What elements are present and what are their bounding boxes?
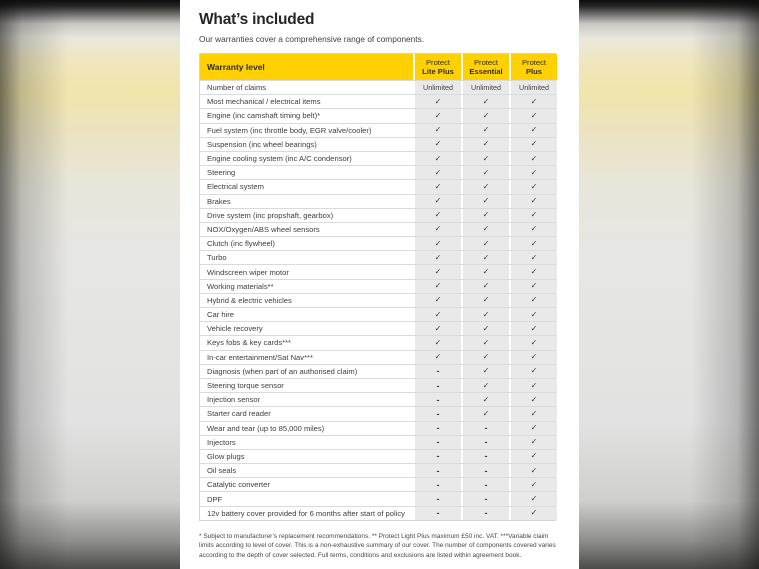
check-icon: ✓ bbox=[530, 437, 538, 447]
not-included-dash: - bbox=[436, 366, 440, 377]
row-label: Drive system (inc propshaft, gearbox) bbox=[207, 210, 334, 220]
cell-protect-plus bbox=[511, 223, 557, 236]
check-icon: ✓ bbox=[530, 210, 538, 220]
check-icon: ✓ bbox=[530, 323, 538, 333]
check-icon: ✓ bbox=[482, 295, 490, 305]
check-icon: ✓ bbox=[434, 139, 442, 149]
cell-protect-lite-plus bbox=[415, 322, 461, 335]
cell-protect-lite-plus bbox=[415, 436, 461, 449]
check-icon: ✓ bbox=[482, 281, 490, 291]
cell-protect-plus bbox=[511, 351, 557, 364]
cell-protect-lite-plus bbox=[415, 478, 461, 491]
cell-protect-plus bbox=[511, 379, 557, 392]
table-row bbox=[200, 350, 555, 364]
row-label: NOX/Oxygen/ABS wheel sensors bbox=[207, 224, 320, 234]
check-icon: ✓ bbox=[434, 181, 442, 191]
cell-protect-lite-plus bbox=[415, 336, 461, 349]
cell-protect-essential bbox=[463, 180, 509, 193]
not-included-dash: - bbox=[484, 479, 488, 490]
cell-protect-lite-plus bbox=[415, 422, 461, 435]
check-icon: ✓ bbox=[482, 252, 490, 262]
check-icon: ✓ bbox=[530, 508, 538, 518]
cell-protect-plus bbox=[511, 195, 557, 208]
check-icon: ✓ bbox=[434, 153, 442, 163]
not-included-dash: - bbox=[436, 437, 440, 448]
check-icon: ✓ bbox=[530, 380, 538, 390]
row-label: Brakes bbox=[207, 196, 231, 206]
table-row bbox=[200, 80, 555, 94]
check-icon: ✓ bbox=[482, 125, 490, 135]
cell-protect-essential bbox=[463, 166, 509, 179]
table-row bbox=[200, 123, 555, 137]
cell-protect-essential bbox=[463, 492, 509, 505]
check-icon: ✓ bbox=[482, 210, 490, 220]
row-label: Steering bbox=[207, 168, 236, 178]
table-row bbox=[200, 264, 555, 278]
cell-protect-plus bbox=[511, 507, 557, 520]
cell-protect-plus bbox=[511, 407, 557, 420]
table-row bbox=[200, 222, 555, 236]
cell-protect-essential bbox=[463, 436, 509, 449]
check-icon: ✓ bbox=[482, 352, 490, 362]
cell-protect-lite-plus bbox=[415, 180, 461, 193]
row-label: Injection sensor bbox=[207, 395, 261, 405]
cell-protect-lite-plus bbox=[415, 265, 461, 278]
cell-protect-plus bbox=[511, 393, 557, 406]
row-label: 12v battery cover provided for 6 months after start of policy bbox=[207, 508, 405, 518]
check-icon: ✓ bbox=[530, 394, 538, 404]
not-included-dash: - bbox=[436, 494, 440, 505]
cell-protect-plus bbox=[511, 166, 557, 179]
row-label: Diagnosis (when part of an authorised claim) bbox=[207, 366, 358, 376]
table-row bbox=[200, 421, 555, 435]
row-label: Engine cooling system (inc A/C condensor) bbox=[207, 154, 352, 164]
row-label: Injectors bbox=[207, 437, 236, 447]
row-label: Car hire bbox=[207, 310, 235, 320]
table-row bbox=[200, 463, 555, 477]
check-icon: ✓ bbox=[530, 295, 538, 305]
table-header-row bbox=[200, 54, 555, 80]
check-icon: ✓ bbox=[434, 238, 442, 248]
check-icon: ✓ bbox=[434, 352, 442, 362]
row-label: DPF bbox=[207, 494, 223, 504]
table-row bbox=[200, 506, 555, 520]
check-icon: ✓ bbox=[434, 96, 442, 106]
check-icon: ✓ bbox=[530, 451, 538, 461]
cell-protect-plus bbox=[511, 138, 557, 151]
table-row bbox=[200, 208, 555, 222]
check-icon: ✓ bbox=[482, 153, 490, 163]
check-icon: ✓ bbox=[434, 196, 442, 206]
cell-protect-lite-plus bbox=[415, 124, 461, 137]
cell-protect-lite-plus bbox=[415, 237, 461, 250]
cell-protect-lite-plus bbox=[415, 166, 461, 179]
cell-protect-plus bbox=[511, 422, 557, 435]
not-included-dash: - bbox=[436, 465, 440, 476]
cell-protect-lite-plus bbox=[415, 308, 461, 321]
cell-protect-lite-plus bbox=[415, 95, 461, 108]
table-row bbox=[200, 293, 555, 307]
row-label: Most mechanical / electrical items bbox=[207, 97, 321, 107]
cell-protect-essential bbox=[463, 507, 509, 520]
cell-text: Unlimited bbox=[471, 83, 501, 93]
check-icon: ✓ bbox=[530, 309, 538, 319]
check-icon: ✓ bbox=[530, 494, 538, 504]
check-icon: ✓ bbox=[530, 479, 538, 489]
cell-protect-plus bbox=[511, 109, 557, 122]
cell-protect-essential bbox=[463, 81, 509, 94]
row-label: Number of claims bbox=[207, 83, 267, 93]
table-row bbox=[200, 392, 555, 406]
check-icon: ✓ bbox=[434, 281, 442, 291]
cell-protect-lite-plus bbox=[415, 81, 461, 94]
table-row bbox=[200, 491, 555, 505]
check-icon: ✓ bbox=[530, 125, 538, 135]
table-row bbox=[200, 449, 555, 463]
row-label: Hybrid & electric vehicles bbox=[207, 295, 292, 305]
check-icon: ✓ bbox=[530, 352, 538, 362]
check-icon: ✓ bbox=[482, 224, 490, 234]
check-icon: ✓ bbox=[482, 96, 490, 106]
cell-protect-lite-plus bbox=[415, 492, 461, 505]
row-label: In-car entertainment/Sat Nav*** bbox=[207, 352, 313, 362]
cell-protect-plus bbox=[511, 450, 557, 463]
check-icon: ✓ bbox=[530, 181, 538, 191]
not-included-dash: - bbox=[484, 451, 488, 462]
check-icon: ✓ bbox=[434, 252, 442, 262]
table-row bbox=[200, 236, 555, 250]
not-included-dash: - bbox=[436, 408, 440, 419]
check-icon: ✓ bbox=[482, 167, 490, 177]
column-header-tier: Lite Plus bbox=[422, 67, 454, 76]
table-row bbox=[200, 335, 555, 349]
cell-protect-lite-plus bbox=[415, 407, 461, 420]
check-icon: ✓ bbox=[530, 139, 538, 149]
check-icon: ✓ bbox=[482, 366, 490, 376]
blurred-backdrop-left bbox=[0, 0, 180, 569]
row-label: Fuel system (inc throttle body, EGR valve/cooler) bbox=[207, 125, 372, 135]
cell-protect-plus bbox=[511, 237, 557, 250]
cell-protect-essential bbox=[463, 265, 509, 278]
check-icon: ✓ bbox=[530, 366, 538, 376]
check-icon: ✓ bbox=[434, 323, 442, 333]
table-row bbox=[200, 94, 555, 108]
cell-protect-plus bbox=[511, 478, 557, 491]
table-row bbox=[200, 435, 555, 449]
cell-protect-lite-plus bbox=[415, 109, 461, 122]
check-icon: ✓ bbox=[434, 210, 442, 220]
not-included-dash: - bbox=[436, 423, 440, 434]
check-icon: ✓ bbox=[482, 267, 490, 277]
check-icon: ✓ bbox=[482, 337, 490, 347]
page-subtitle: Our warranties cover a comprehensive range of components. bbox=[199, 34, 425, 44]
row-label: Glow plugs bbox=[207, 451, 245, 461]
table-row bbox=[200, 137, 555, 151]
check-icon: ✓ bbox=[434, 224, 442, 234]
cell-protect-essential bbox=[463, 251, 509, 264]
cell-protect-essential bbox=[463, 308, 509, 321]
not-included-dash: - bbox=[484, 494, 488, 505]
table-row bbox=[200, 477, 555, 491]
check-icon: ✓ bbox=[482, 181, 490, 191]
cell-protect-plus bbox=[511, 124, 557, 137]
footnote: * Subject to manufacturer’s replacement recommendations. ** Protect Light Plus maximum £50 inc. VAT. ***Variable claim limits according to level of cover. This is a non-exhaustive summary of our cover. The number of components covered varies according to the depth of cover selected. Full terms, conditions and exclusions are listed within agreement book. bbox=[199, 532, 556, 560]
cell-protect-essential bbox=[463, 464, 509, 477]
cell-protect-plus bbox=[511, 180, 557, 193]
column-header-tier: Essential bbox=[469, 67, 503, 76]
row-label: Clutch (inc flywheel) bbox=[207, 239, 275, 249]
check-icon: ✓ bbox=[530, 238, 538, 248]
cell-protect-essential bbox=[463, 95, 509, 108]
cell-protect-essential bbox=[463, 124, 509, 137]
column-header-protect-plus bbox=[511, 54, 557, 80]
check-icon: ✓ bbox=[482, 238, 490, 248]
table-row bbox=[200, 406, 555, 420]
not-included-dash: - bbox=[436, 380, 440, 391]
row-label: Starter card reader bbox=[207, 409, 271, 419]
cell-protect-essential bbox=[463, 294, 509, 307]
cell-protect-plus bbox=[511, 95, 557, 108]
not-included-dash: - bbox=[484, 465, 488, 476]
cell-protect-essential bbox=[463, 379, 509, 392]
cell-protect-lite-plus bbox=[415, 351, 461, 364]
check-icon: ✓ bbox=[530, 337, 538, 347]
cell-protect-essential bbox=[463, 237, 509, 250]
column-header-brand: Protect bbox=[521, 58, 547, 67]
check-icon: ✓ bbox=[530, 167, 538, 177]
cell-protect-lite-plus bbox=[415, 152, 461, 165]
check-icon: ✓ bbox=[530, 196, 538, 206]
cell-protect-plus bbox=[511, 152, 557, 165]
check-icon: ✓ bbox=[530, 224, 538, 234]
check-icon: ✓ bbox=[530, 153, 538, 163]
table-row bbox=[200, 250, 555, 264]
column-header-protect-lite-plus bbox=[415, 54, 461, 80]
check-icon: ✓ bbox=[530, 252, 538, 262]
cell-protect-essential bbox=[463, 322, 509, 335]
cell-protect-essential bbox=[463, 407, 509, 420]
table-row bbox=[200, 151, 555, 165]
cell-protect-lite-plus bbox=[415, 138, 461, 151]
not-included-dash: - bbox=[436, 508, 440, 519]
check-icon: ✓ bbox=[434, 110, 442, 120]
cell-protect-plus bbox=[511, 436, 557, 449]
check-icon: ✓ bbox=[434, 337, 442, 347]
cell-protect-essential bbox=[463, 351, 509, 364]
cell-protect-plus bbox=[511, 336, 557, 349]
row-label: Catalytic converter bbox=[207, 480, 270, 490]
check-icon: ✓ bbox=[434, 295, 442, 305]
check-icon: ✓ bbox=[434, 267, 442, 277]
cell-protect-lite-plus bbox=[415, 209, 461, 222]
row-label: Oil seals bbox=[207, 466, 237, 476]
cell-protect-plus bbox=[511, 308, 557, 321]
row-label: Windscreen wiper motor bbox=[207, 267, 289, 277]
cell-protect-lite-plus bbox=[415, 294, 461, 307]
check-icon: ✓ bbox=[482, 309, 490, 319]
cell-protect-essential bbox=[463, 195, 509, 208]
cell-protect-lite-plus bbox=[415, 464, 461, 477]
warranty-level-header: Warranty level bbox=[200, 54, 413, 80]
table-row bbox=[200, 108, 555, 122]
table-row bbox=[200, 321, 555, 335]
blurred-backdrop-right bbox=[579, 0, 759, 569]
cell-protect-essential bbox=[463, 223, 509, 236]
column-header-tier: Plus bbox=[525, 67, 543, 76]
check-icon: ✓ bbox=[482, 139, 490, 149]
check-icon: ✓ bbox=[530, 110, 538, 120]
not-included-dash: - bbox=[484, 423, 488, 434]
cell-protect-plus bbox=[511, 365, 557, 378]
table-row bbox=[200, 194, 555, 208]
check-icon: ✓ bbox=[434, 125, 442, 135]
check-icon: ✓ bbox=[434, 309, 442, 319]
check-icon: ✓ bbox=[482, 196, 490, 206]
column-header-protect-essential bbox=[463, 54, 509, 80]
cell-protect-lite-plus bbox=[415, 195, 461, 208]
column-header-brand: Protect bbox=[473, 58, 499, 67]
cell-protect-lite-plus bbox=[415, 280, 461, 293]
table-row bbox=[200, 364, 555, 378]
cell-protect-plus bbox=[511, 280, 557, 293]
row-label: Suspension (inc wheel bearings) bbox=[207, 139, 317, 149]
row-label: Keys fobs & key cards*** bbox=[207, 338, 291, 348]
check-icon: ✓ bbox=[482, 323, 490, 333]
cell-protect-plus bbox=[511, 81, 557, 94]
cell-text: Unlimited bbox=[423, 83, 453, 93]
table-body bbox=[200, 80, 555, 520]
check-icon: ✓ bbox=[434, 167, 442, 177]
row-label: Engine (inc camshaft timing belt)* bbox=[207, 111, 321, 121]
not-included-dash: - bbox=[436, 451, 440, 462]
check-icon: ✓ bbox=[482, 380, 490, 390]
cell-protect-plus bbox=[511, 251, 557, 264]
cell-protect-plus bbox=[511, 209, 557, 222]
cell-protect-lite-plus bbox=[415, 365, 461, 378]
cell-protect-plus bbox=[511, 294, 557, 307]
cell-protect-plus bbox=[511, 265, 557, 278]
not-included-dash: - bbox=[484, 508, 488, 519]
row-label: Working materials** bbox=[207, 281, 274, 291]
cell-protect-essential bbox=[463, 209, 509, 222]
cell-protect-essential bbox=[463, 422, 509, 435]
cell-protect-lite-plus bbox=[415, 379, 461, 392]
cell-protect-lite-plus bbox=[415, 450, 461, 463]
cell-protect-plus bbox=[511, 322, 557, 335]
cell-protect-essential bbox=[463, 450, 509, 463]
not-included-dash: - bbox=[436, 479, 440, 490]
cell-protect-essential bbox=[463, 109, 509, 122]
cell-protect-lite-plus bbox=[415, 223, 461, 236]
check-icon: ✓ bbox=[530, 408, 538, 418]
check-icon: ✓ bbox=[482, 110, 490, 120]
table-row bbox=[200, 165, 555, 179]
not-included-dash: - bbox=[484, 437, 488, 448]
row-label: Turbo bbox=[207, 253, 227, 263]
check-icon: ✓ bbox=[530, 423, 538, 433]
row-label: Electrical system bbox=[207, 182, 264, 192]
check-icon: ✓ bbox=[482, 408, 490, 418]
cell-protect-essential bbox=[463, 336, 509, 349]
cell-protect-lite-plus bbox=[415, 507, 461, 520]
cell-protect-essential bbox=[463, 365, 509, 378]
cell-protect-essential bbox=[463, 138, 509, 151]
table-row bbox=[200, 307, 555, 321]
table-row bbox=[200, 378, 555, 392]
check-icon: ✓ bbox=[530, 465, 538, 475]
cell-protect-essential bbox=[463, 393, 509, 406]
cell-protect-plus bbox=[511, 492, 557, 505]
cell-protect-lite-plus bbox=[415, 251, 461, 264]
check-icon: ✓ bbox=[530, 281, 538, 291]
check-icon: ✓ bbox=[482, 394, 490, 404]
row-label: Steering torque sensor bbox=[207, 381, 284, 391]
cell-protect-plus bbox=[511, 464, 557, 477]
row-label: Vehicle recovery bbox=[207, 324, 263, 334]
cell-protect-essential bbox=[463, 280, 509, 293]
table-row bbox=[200, 279, 555, 293]
column-header-brand: Protect bbox=[425, 58, 451, 67]
check-icon: ✓ bbox=[530, 267, 538, 277]
cell-protect-lite-plus bbox=[415, 393, 461, 406]
cell-text: Unlimited bbox=[519, 83, 549, 93]
table-row bbox=[200, 179, 555, 193]
cell-protect-essential bbox=[463, 478, 509, 491]
cell-protect-essential bbox=[463, 152, 509, 165]
page-title: What’s included bbox=[199, 11, 315, 28]
not-included-dash: - bbox=[436, 394, 440, 405]
row-label: Wear and tear (up to 85,000 miles) bbox=[207, 423, 325, 433]
content-panel bbox=[180, 0, 579, 569]
warranty-comparison-table bbox=[199, 53, 556, 521]
check-icon: ✓ bbox=[530, 96, 538, 106]
